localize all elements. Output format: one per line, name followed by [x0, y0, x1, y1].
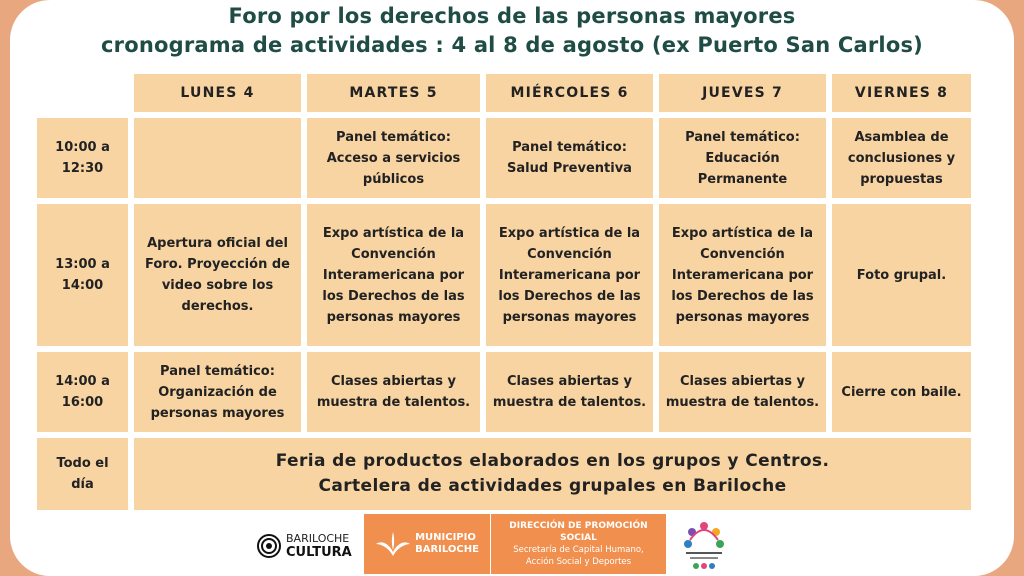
activity-cell-mon-1	[134, 118, 301, 198]
activity-line: Clases abiertas y	[679, 374, 806, 389]
activity-cell-fri-3	[832, 352, 971, 432]
activity-line: Organización de	[158, 384, 277, 400]
fingerprint-icon	[256, 533, 282, 559]
activity-line: públicos	[362, 171, 425, 187]
activity-line: Expo artística de la	[322, 225, 465, 241]
activity-line: Interamericana por	[322, 267, 465, 283]
activity-cell-wed-3	[486, 352, 653, 432]
dir-line3: Acción Social y Deportes	[525, 557, 632, 567]
activity-line: Clases abiertas y	[506, 374, 633, 389]
activity-line: Panel temático:	[512, 140, 627, 155]
activity-line: muestra de talentos.	[665, 395, 820, 410]
municipio-logo	[364, 514, 491, 574]
activity-line: personas mayores	[675, 309, 810, 325]
day-header-thursday: JUEVES 7	[659, 74, 826, 112]
activity-line: personas mayores	[326, 309, 461, 325]
activity-line: Clases abiertas y	[330, 374, 457, 389]
activity-line: propuestas	[860, 171, 943, 187]
activity-line: Asamblea de	[854, 129, 949, 145]
poster-subtitle: cronograma de actividades : 4 al 8 de agosto (ex Puerto San Carlos)	[101, 33, 923, 57]
activity-line: derechos.	[181, 299, 254, 314]
activity-line: Panel temático:	[685, 129, 800, 145]
municipio-flower-icon	[375, 530, 411, 558]
time-slot-3	[37, 352, 128, 432]
municipio-banner	[364, 514, 666, 574]
activity-line: Permanente	[697, 171, 788, 187]
activity-cell-wed-1	[486, 118, 653, 198]
activity-cell-wed-2	[486, 204, 653, 346]
activity-line: Acceso a servicios	[326, 150, 461, 166]
day-header-tuesday: MARTES 5	[307, 74, 480, 112]
activity-line: Foro. Proyección de	[145, 257, 290, 272]
activity-line: Foto grupal.	[856, 267, 947, 283]
activity-line: conclusiones y	[847, 150, 956, 166]
activity-line: los Derechos de las	[322, 288, 465, 304]
bariloche-cultura-logo	[256, 528, 360, 564]
time-label: 12:30	[61, 161, 104, 176]
activity-cell-tue-2	[307, 204, 480, 346]
time-label: 13:00 a	[55, 257, 110, 272]
muni-line1: MUNICIPIO	[415, 532, 476, 543]
activity-cell-thu-2	[659, 204, 826, 346]
activity-line: Salud Preventiva	[507, 161, 632, 176]
time-label: Todo el	[56, 456, 109, 471]
activity-line: muestra de talentos.	[492, 395, 647, 410]
poster-title: Foro por los derechos de las personas mayores	[228, 4, 796, 28]
consejo-municipal-logo	[676, 516, 732, 572]
time-slot-1	[37, 118, 128, 198]
time-label: día	[71, 477, 94, 492]
time-label: 10:00 a	[55, 140, 110, 155]
day-header-friday: VIERNES 8	[832, 74, 971, 112]
activity-line: los Derechos de las	[498, 288, 641, 304]
activity-cell-mon-3	[134, 352, 301, 432]
activity-line: los Derechos de las	[671, 288, 814, 304]
activity-line: personas mayores	[150, 405, 285, 421]
cultura-line1: BARILOCHE	[286, 532, 350, 545]
activity-line: Panel temático:	[336, 129, 451, 145]
activity-line: Interamericana por	[498, 267, 641, 283]
activity-cell-mon-2	[134, 204, 301, 346]
activity-cell-thu-3	[659, 352, 826, 432]
activity-line: Educación	[705, 150, 780, 166]
time-label: 14:00 a	[55, 374, 110, 389]
allday-line: Cartelera de actividades grupales en Bariloche	[318, 476, 787, 496]
time-label: 14:00	[61, 278, 104, 293]
allday-line: Feria de productos elaborados en los grupos y Centros.	[275, 451, 830, 471]
activity-cell-tue-1	[307, 118, 480, 198]
direccion-text	[491, 520, 666, 568]
activity-cell-tue-3	[307, 352, 480, 432]
time-slot-2	[37, 204, 128, 346]
day-header-wednesday: MIÉRCOLES 6	[486, 74, 653, 112]
activity-line: Expo artística de la	[671, 225, 814, 241]
activity-cell-thu-1	[659, 118, 826, 198]
dir-line1: DIRECCIÓN DE PROMOCIÓN SOCIAL	[509, 521, 648, 543]
activity-line: video sobre los	[161, 278, 274, 293]
activity-line: muestra de talentos.	[316, 395, 471, 410]
time-label: 16:00	[61, 395, 104, 410]
activity-line: Panel temático:	[160, 363, 275, 379]
activity-line: Interamericana por	[671, 267, 814, 283]
activity-cell-fri-1	[832, 118, 971, 198]
allday-activities	[134, 438, 971, 510]
day-header-monday: LUNES 4	[134, 74, 301, 112]
activity-line: Expo artística de la	[498, 225, 641, 241]
activity-line: Convención	[527, 246, 612, 262]
dir-line2: Secretaría de Capital Humano,	[513, 545, 644, 555]
activity-line: Convención	[351, 246, 436, 262]
activity-line: personas mayores	[502, 309, 637, 325]
activity-line: Apertura oficial del	[147, 236, 288, 251]
activity-line: Convención	[700, 246, 785, 262]
activity-cell-fri-2	[832, 204, 971, 346]
activity-line: Cierre con baile.	[841, 384, 962, 400]
muni-line2: BARILOCHE	[415, 544, 479, 555]
cultura-line2: CULTURA	[286, 545, 352, 560]
time-slot-allday	[37, 438, 128, 510]
